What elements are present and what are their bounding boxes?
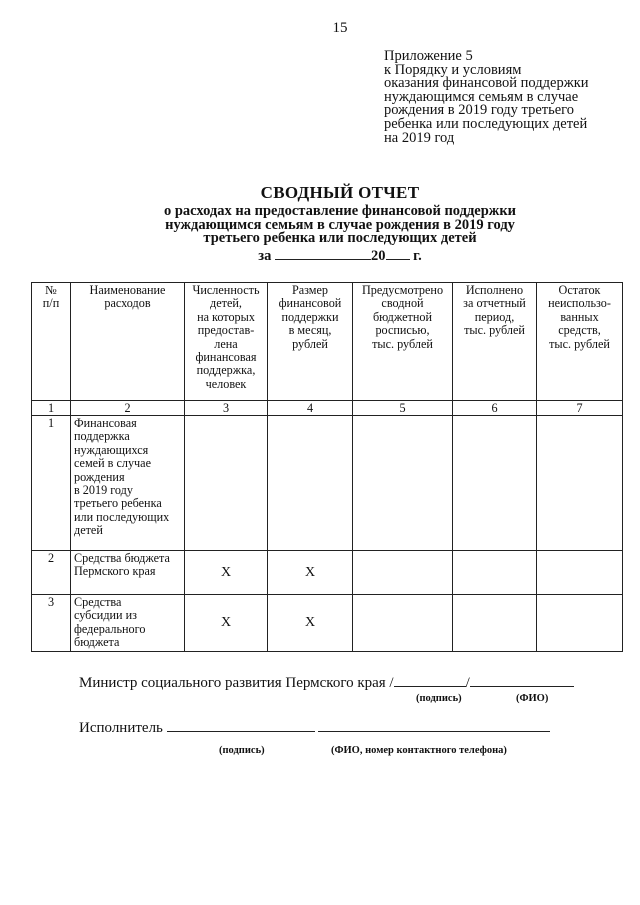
period-blank[interactable] — [275, 245, 371, 260]
executor-label: Исполнитель — [79, 720, 163, 736]
row-name: Средства бюджета Пермского края — [71, 551, 185, 595]
header-cell: № п/п — [32, 283, 71, 401]
minister-fio-caption: (ФИО) — [516, 693, 549, 704]
row-name: Финансовая поддержка нуждающихся семей в случае рождения в 2019 году третьего ребенка или последующих детей — [71, 416, 185, 551]
appendix-line: на 2019 год — [384, 129, 455, 146]
planned-cell[interactable] — [353, 551, 453, 595]
header-cell: Исполнено за отчетный период, тыс. рублей — [453, 283, 537, 401]
minister-slash: / — [465, 675, 470, 691]
column-number: 3 — [185, 401, 268, 416]
appendix-line: к Порядку и условиям — [384, 61, 522, 78]
column-number: 1 — [32, 401, 71, 416]
subtitle-line: нуждающимся семьям в случае рождения в 2019 году — [165, 216, 515, 233]
column-number: 6 — [453, 401, 537, 416]
report-table — [31, 282, 623, 652]
period-year-prefix: 20 — [371, 248, 386, 264]
support-amount-cell: Х — [268, 595, 353, 652]
period-suffix: г. — [413, 248, 422, 264]
appendix-line: нуждающимся семьям в случае — [384, 88, 579, 105]
page-number: 15 — [332, 20, 348, 36]
appendix-line: рождения в 2019 году третьего — [384, 102, 574, 119]
minister-fio-blank[interactable] — [470, 672, 574, 687]
document-title: СВОДНЫЙ ОТЧЕТ — [260, 183, 420, 202]
executed-cell[interactable] — [453, 595, 537, 652]
period-year-blank[interactable] — [386, 245, 410, 260]
appendix-line: ребенка или последующих детей — [384, 115, 588, 132]
column-number-row — [32, 401, 623, 416]
column-number: 2 — [71, 401, 185, 416]
executor-line — [79, 717, 550, 737]
minister-signature-blank[interactable] — [394, 672, 466, 687]
support-amount-cell[interactable] — [268, 416, 353, 551]
table-row — [32, 416, 623, 551]
remainder-cell[interactable] — [537, 551, 623, 595]
header-cell: Наименование расходов — [71, 283, 185, 401]
header-cell: Остаток неиспользо- ванных средств, тыс. рублей — [537, 283, 623, 401]
header-cell: Численность детей, на которых предостав- лена финансовая поддержка, человек — [185, 283, 268, 401]
column-number: 4 — [268, 401, 353, 416]
row-name: Средства субсидии из федерального бюджета — [71, 595, 185, 652]
document-subtitle — [0, 205, 640, 246]
planned-cell[interactable] — [353, 595, 453, 652]
header-cell: Предусмотрено сводной бюджетной росписью, тыс. рублей — [353, 283, 453, 401]
table-header-row — [32, 283, 623, 401]
column-number: 5 — [353, 401, 453, 416]
header-cell: Размер финансовой поддержки в месяц, рублей — [268, 283, 353, 401]
children-count-cell: Х — [185, 551, 268, 595]
subtitle-line: о расходах на предоставление финансовой поддержки — [163, 203, 517, 219]
executed-cell[interactable] — [453, 551, 537, 595]
executor-fio-caption: (ФИО, номер контактного телефона) — [331, 745, 507, 756]
children-count-cell: Х — [185, 595, 268, 652]
support-amount-cell: Х — [268, 551, 353, 595]
table-row — [32, 551, 623, 595]
executor-sign-caption: (подпись) — [219, 745, 265, 756]
children-count-cell[interactable] — [185, 416, 268, 551]
row-number: 2 — [32, 551, 71, 595]
row-number: 3 — [32, 595, 71, 652]
executor-fio-blank[interactable] — [318, 717, 550, 732]
appendix-line: Приложение 5 — [384, 48, 473, 64]
period-prefix: за — [258, 248, 272, 264]
column-number: 7 — [537, 401, 623, 416]
remainder-cell[interactable] — [537, 416, 623, 551]
appendix-note — [384, 50, 589, 145]
report-period — [0, 245, 640, 265]
executor-signature-blank[interactable] — [167, 717, 315, 732]
executed-cell[interactable] — [453, 416, 537, 551]
appendix-line: оказания финансовой поддержки — [384, 75, 589, 92]
minister-label: Министр социального развития Пермского края / — [79, 675, 394, 691]
minister-sign-caption: (подпись) — [416, 693, 462, 704]
minister-signature-line — [79, 672, 574, 692]
subtitle-line: третьего ребенка или последующих детей — [203, 230, 477, 247]
remainder-cell[interactable] — [537, 595, 623, 652]
row-number: 1 — [32, 416, 71, 551]
planned-cell[interactable] — [353, 416, 453, 551]
table-row — [32, 595, 623, 652]
